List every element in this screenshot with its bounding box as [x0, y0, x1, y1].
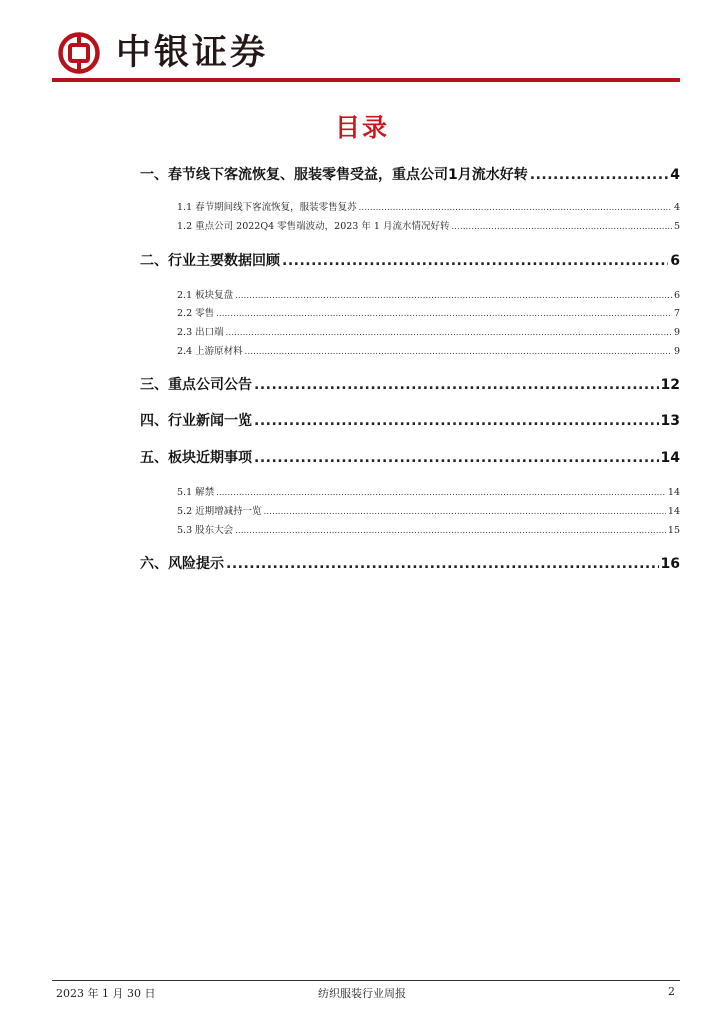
- toc-entry-page: 6: [670, 253, 680, 269]
- toc-entry-text: 六、风险提示: [140, 556, 224, 572]
- toc-entry-text: 1.2 重点公司 2022Q4 零售端波动，2023 年 1 月流水情况好转: [177, 221, 450, 232]
- toc-entry-page: 14: [667, 506, 680, 517]
- toc-entry-page: 9: [673, 327, 680, 338]
- toc-entry-2-4[interactable]: [177, 343, 680, 357]
- toc-entry-2-3[interactable]: [177, 324, 680, 338]
- toc-entry-2-2[interactable]: [177, 305, 680, 319]
- toc-entry-page: 9: [673, 346, 680, 357]
- toc-entry-page: 4: [673, 202, 680, 213]
- toc-leader: [451, 222, 671, 231]
- toc-leader: [254, 450, 659, 466]
- toc-entry-text: 二、行业主要数据回顾: [140, 253, 280, 269]
- toc-entry-page: 5: [673, 221, 680, 232]
- toc-leader: [245, 347, 672, 356]
- toc-entry-5-3[interactable]: [177, 522, 680, 536]
- toc-leader: [530, 167, 669, 183]
- toc-entry-text: 四、行业新闻一览: [140, 413, 252, 429]
- footer-rule: [52, 980, 680, 981]
- toc-entry-page: 6: [673, 290, 680, 301]
- toc-entry-text: 一、春节线下客流恢复、服装零售受益，重点公司1月流水好转: [140, 167, 528, 183]
- toc-entry-1[interactable]: [140, 164, 680, 184]
- toc-leader: [254, 377, 659, 393]
- header-rule: [52, 78, 680, 82]
- toc-entry-6[interactable]: [140, 553, 680, 573]
- toc-leader: [359, 203, 672, 212]
- toc-entry-page: 4: [670, 167, 680, 183]
- toc-entry-5[interactable]: [140, 447, 680, 467]
- toc-entry-page: 15: [667, 525, 680, 536]
- toc-leader: [254, 413, 659, 429]
- toc-entry-4[interactable]: [140, 410, 680, 430]
- toc-entry-text: 5.3 股东大会: [177, 525, 234, 536]
- toc-leader: [226, 328, 672, 337]
- toc-entry-text: 2.4 上游原材料: [177, 346, 243, 357]
- toc-entry-5-1[interactable]: [177, 484, 680, 498]
- toc-entry-text: 5.2 近期增减持一览: [177, 506, 262, 517]
- toc-entry-page: 13: [660, 413, 680, 429]
- toc-entry-5-2[interactable]: [177, 503, 680, 517]
- toc-entry-text: 2.2 零售: [177, 308, 215, 319]
- toc-entry-text: 2.1 板块复盘: [177, 290, 234, 301]
- toc-entry-2[interactable]: [140, 250, 680, 270]
- toc-leader: [282, 253, 668, 269]
- toc-entry-text: 5.1 解禁: [177, 487, 215, 498]
- footer-page-number: 2: [668, 985, 675, 998]
- toc-entry-1-2[interactable]: [177, 218, 680, 232]
- toc-title: 目录: [334, 113, 389, 142]
- toc-entry-3[interactable]: [140, 374, 680, 394]
- toc-entry-page: 16: [660, 556, 680, 572]
- toc-entry-2-1[interactable]: [177, 287, 680, 301]
- toc-leader: [235, 291, 672, 300]
- toc-entry-text: 三、重点公司公告: [140, 377, 252, 393]
- toc-leader: [216, 309, 672, 318]
- toc-entry-text: 2.3 出口端: [177, 327, 224, 338]
- toc-leader: [226, 556, 659, 572]
- toc-entry-text: 1.1 春节期间线下客流恢复，服装零售复苏: [177, 202, 357, 213]
- footer-report-name: 纺织服装行业周报: [318, 987, 406, 1000]
- toc-leader: [216, 488, 666, 497]
- page-header: [52, 30, 680, 82]
- toc-entry-page: 14: [667, 487, 680, 498]
- toc-leader: [235, 526, 666, 535]
- toc-entry-page: 7: [673, 308, 680, 319]
- brand-name: 中银证券: [116, 33, 269, 73]
- toc-entry-text: 五、板块近期事项: [140, 450, 252, 466]
- toc-leader: [264, 507, 666, 516]
- toc-entry-page: 14: [660, 450, 680, 466]
- toc-entry-page: 12: [660, 377, 680, 393]
- footer-date: 2023 年 1 月 30 日: [56, 987, 156, 1000]
- toc-entry-1-1[interactable]: [177, 199, 680, 213]
- bank-of-china-logo-icon: [58, 32, 100, 74]
